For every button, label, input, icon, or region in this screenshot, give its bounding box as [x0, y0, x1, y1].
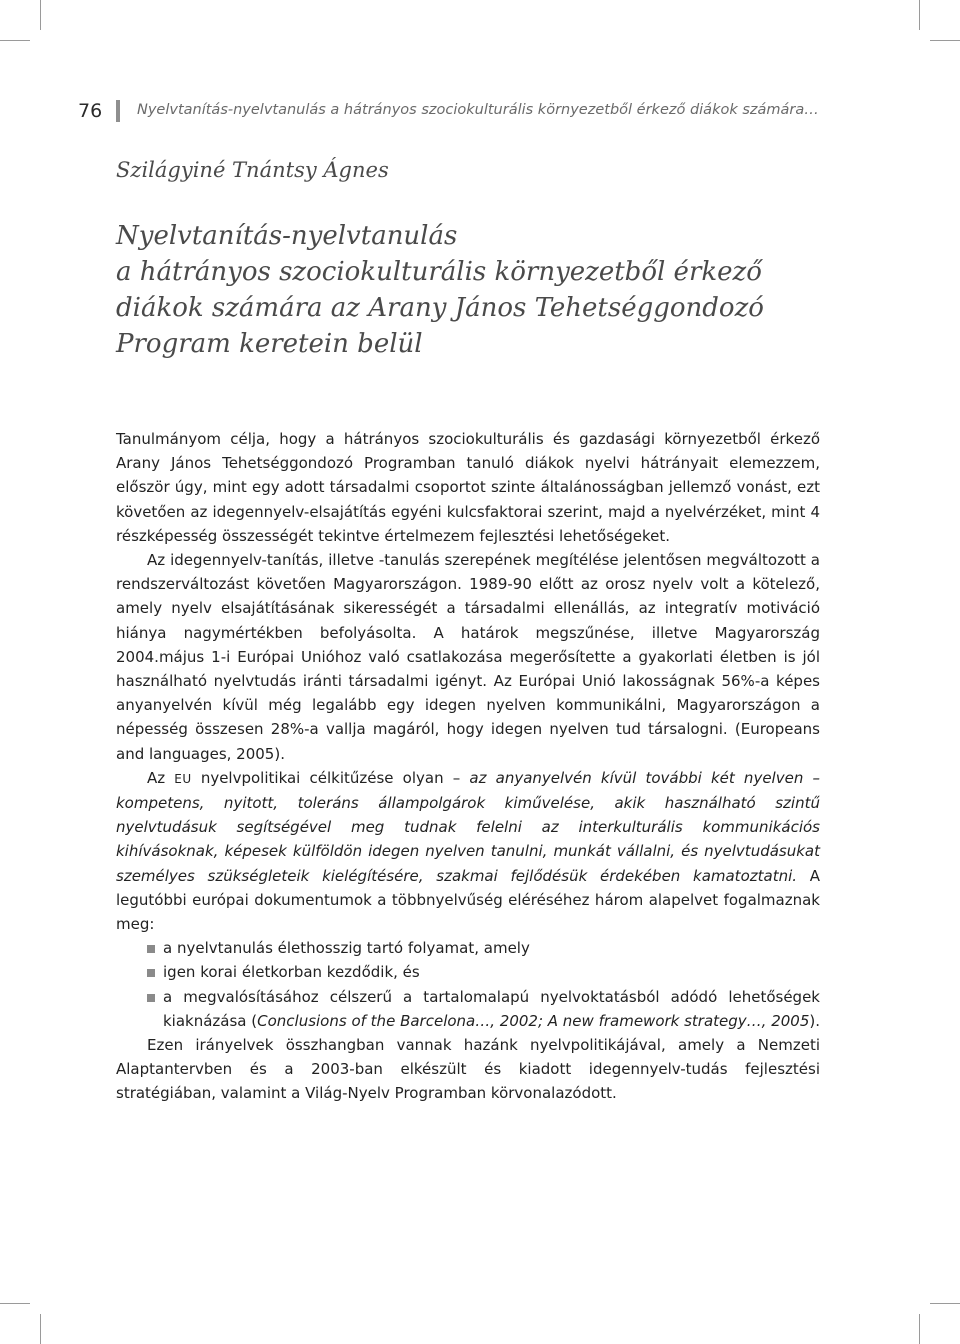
text-run: Az — [147, 768, 166, 787]
list-item: a megvalósításához célszerű a tartalomalapú nyelvoktatásból adódó lehetőségek kiaknázása (Conclusions of the Barcelona…, 2002; A new framework strategy…, 2005). — [116, 985, 820, 1033]
abbreviation: EU — [174, 771, 192, 786]
text-run: A legutóbbi európai dokumentumok a többnyelvűség eléréséhez három alapelvet fogalmaznak meg: — [116, 866, 820, 934]
paragraph: Az idegennyelv-tanítás, illetve -tanulás szerepének megítélése jelentősen megváltozott a rendszerváltozást követően Magyarországon. 1989-90 előtt az orosz nyelv volt a kötelező, amely nyelv elsajátításának sikerességét a társadalmi ellenállás, az integratív motiváció hiánya nagymértékben befolyásolta. A határok megszűnése, illetve Magyarország 2004.május 1-i Európai Unióhoz való csatlakozása megerősítette a gyakorlati életben is jól használható nyelvtudás iránti társadalmi igényt. Az Európai Unió lakosságnak 56%-a képes anyanyelvén kívül még legalább egy idegen nyelven kommunikálni, Magyarországon a népesség összesen 28%-a vallja magáról, hogy idegen nyelven tud társalogni. (Europeans and languages, 2005). — [116, 551, 820, 763]
principles-list — [116, 936, 820, 1033]
title-line: Nyelvtanítás-nyelvtanulás — [116, 221, 458, 251]
title-line: diákok számára az Arany János Tehetséggondozó — [116, 293, 764, 323]
crop-mark — [930, 1303, 960, 1304]
crop-mark — [40, 1314, 41, 1344]
paragraph — [116, 766, 820, 936]
running-title: Nyelvtanítás-nyelvtanulás a hátrányos szociokulturális környezetből érkező diákok számára… — [137, 102, 819, 118]
square-bullet-icon — [147, 994, 155, 1002]
list-item: a nyelvtanulás élethosszig tartó folyamat, amely — [116, 936, 820, 960]
crop-mark — [40, 0, 41, 30]
list-item: igen korai életkorban kezdődik, és — [116, 960, 820, 984]
crop-mark — [0, 40, 30, 41]
paragraph-abstract: Tanulmányom célja, hogy a hátrányos szociokulturális és gazdasági környezetből érkező Arany János Tehetséggondozó Programban tanuló diákok nyelvi hátrányait elemezzem, először úgy, mint egy adott társadalmi csoportot szinte általánosságban jellemző vonást, ezt követően az idegennyelv-elsajátítás egyéni kulcsfaktorai szerint, majd a nyelvérzéket, mint 4 részképesség összességét tekintve értelmezem fejlesztési lehetőségeket. — [116, 430, 820, 545]
article-body — [116, 427, 820, 1106]
title-line: Program keretein belül — [116, 329, 423, 359]
header-divider-bar — [116, 100, 120, 122]
crop-mark — [919, 1314, 920, 1344]
square-bullet-icon — [147, 969, 155, 977]
text-run: nyelvpolitikai célkitűzése olyan – — [191, 768, 470, 787]
page-number: 76 — [78, 100, 103, 122]
crop-mark — [0, 1303, 30, 1304]
crop-mark — [919, 0, 920, 30]
paragraph: Ezen irányelvek összhangban vannak hazánk nyelvpolitikájával, amely a Nemzeti Alaptantervben és a 2003-ban elkészült és kiadott idegennyelv-tudás fejlesztési stratégiában, valamint a Világ-Nyelv Programban körvonalazódott. — [116, 1036, 820, 1103]
square-bullet-icon — [147, 945, 155, 953]
citation: Conclusions of the Barcelona…, 2002; A new framework strategy…, 2005 — [257, 1011, 810, 1030]
article-author: Szilágyiné Tnántsy Ágnes — [116, 158, 389, 182]
crop-mark — [930, 40, 960, 41]
title-line: a hátrányos szociokulturális környezetből érkező — [116, 257, 762, 287]
article-title — [116, 218, 896, 362]
italic-quote: az anyanyelvén kívül további két nyelven – kompetens, nyitott, toleráns állampolgárok kiművelése, akik használható szintű nyelvtudásuk segítségével meg tudnak felelni az interkulturális kommunikációs kihívásoknak, képesek külföldön idegen nyelven tanulni, munkát vállalni, és nyelvtudásukat személyes szükségleteik kielégítésére, szakmai fejlődésük érdekében kamatoztatni. — [116, 768, 820, 885]
